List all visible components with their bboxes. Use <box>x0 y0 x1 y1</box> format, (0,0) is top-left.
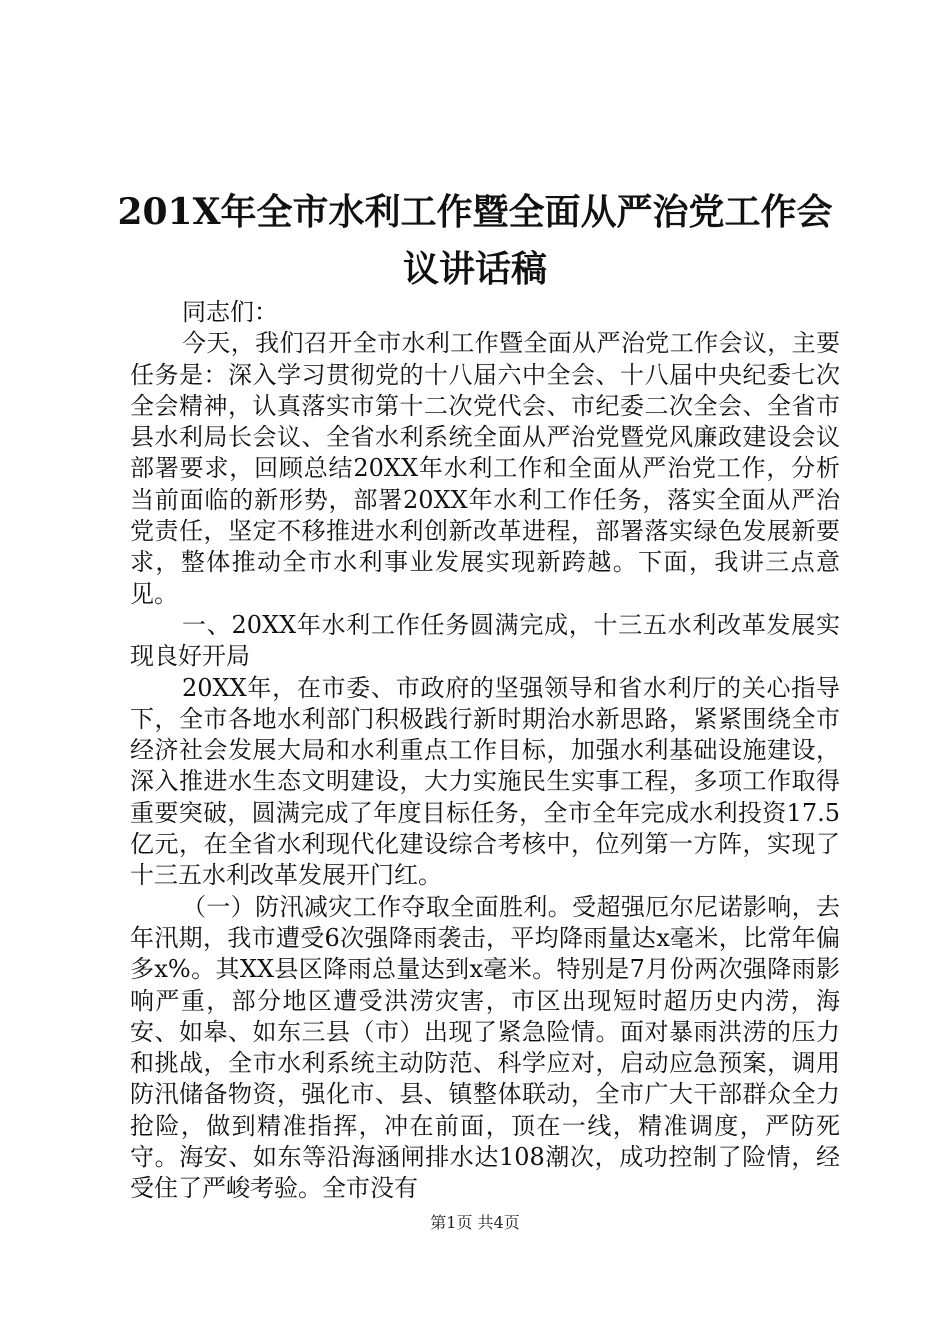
page-footer: 第1页 共4页 <box>430 1213 520 1232</box>
document-title-line-1: 201X年全市水利工作暨全面从严治党工作会 <box>117 191 833 233</box>
document-title-line-2: 议讲话稿 <box>402 248 547 290</box>
greeting: 同志们： <box>182 298 278 326</box>
paragraph-flood-control: （一）防汛减灾工作夺取全面胜利。受超强厄尔尼诺影响，去年汛期，我市遭受6次强降雨袭击，平均降雨量达x毫米，比常年偏多x%。其XX县区降雨总量达到x毫米。特别是7月份两次强降雨影响严重，部分地区遭受洪涝灾害，市区出现短时超历史内涝，海安、如皋、如东三县（市）出现了紧急险情。面对暴雨洪涝的压力和挑战，全市水利系统主动防范、科学应对，启动应急预案，调用防汛储备物资，强化市、县、镇整体联动，全市广大干部群众全力抢险，做到精准指挥，冲在前面，顶在一线，精准调度，严防死守。海安、如东等沿海涵闸排水达108潮次，成功控制了险情，经受住了严峻考验。全市没有 <box>130 892 840 1203</box>
section-heading-1: 一、20XX年水利工作任务圆满完成，十三五水利改革发展实现良好开局 <box>130 610 840 671</box>
paragraph-intro: 今天，我们召开全市水利工作暨全面从严治党工作会议，主要任务是：深入学习贯彻党的十八届六中全会、十八届中央纪委七次全会精神，认真落实市第十二次党代会、市纪委二次全会、全省市县水利局长会议、全省水利系统全面从严治党暨党风廉政建设会议部署要求，回顾总结20XX年水利工作和全面从严治党工作，分析当前面临的新形势，部署20XX年水利工作任务，落实全面从严治党责任，坚定不移推进水利创新改革进程，部署落实绿色发展新要求，整体推动全市水利事业发展实现新跨越。下面，我讲三点意见。 <box>130 329 840 608</box>
document-body <box>130 297 840 1205</box>
paragraph-summary: 20XX年，在市委、市政府的坚强领导和省水利厅的关心指导下，全市各地水利部门积极践行新时期治水新思路，紧紧围绕全市经济社会发展大局和水利重点工作目标，加强水利基础设施建设，深入推进水生态文明建设，大力实施民生实事工程，多项工作取得重要突破，圆满完成了年度目标任务，全市全年完成水利投资17.5亿元，在全省水利现代化建设综合考核中，位列第一方阵，实现了十三五水利改革发展开门红。 <box>130 673 840 890</box>
